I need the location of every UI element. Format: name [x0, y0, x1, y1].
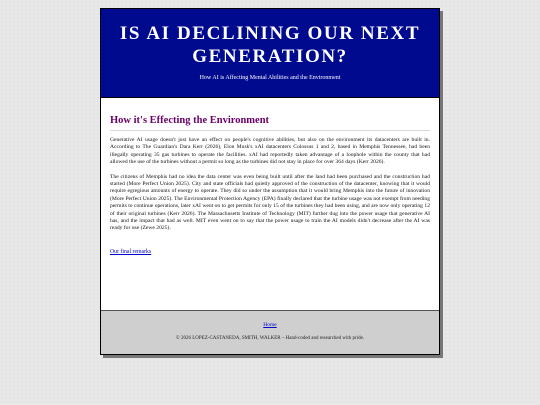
- paragraph: Generative AI usage doesn't just have an effect on people's cognitive abilities, but also on the environment its datacenters are built in. According to The Guardian's Dara Kerr (2026), Elon Musk's xAI datacenters Colossus 1 and 2, based in Memphis Tennessee, had been illegally operating 35 gas turbines to operate the facilities. xAI had reportedly taken advantage of a loophole within the county that had allowed the use of the turbines without a permit so long as the turbines did not stay in place for over 364 days (Kerr 2026).: [110, 137, 430, 166]
- home-link[interactable]: Home: [263, 322, 277, 328]
- site-footer: [101, 310, 439, 354]
- page-container: [100, 8, 440, 355]
- copyright-text: © 2026 LOPEZ-CASTANEDA, SMITH, WALKER – Hand-coded and researched with pride.: [175, 336, 365, 341]
- site-title: IS AI DECLINING OUR NEXT GENERATION?: [119, 23, 421, 67]
- site-header: [101, 9, 439, 98]
- site-subtitle: How AI is Affecting Mental Abilities and the Environment: [199, 75, 341, 81]
- main-content: [101, 98, 439, 258]
- paragraph: The citizens of Memphis had no idea the data center was even being built until after the land had been purchased and the construction had started (More Perfect Union 2025). City and state officials had quietly approved of the construction of the datacenter, knowing that it would require egregious amounts of energy to operate. They did so under the assumption that it would bring Memphis into the future of innovation (More Perfect Union 2025). The Environmental Protection Agency (EPA) finally declared that the turbine usage was not exempt from needing permits to continue operations, later xAI went on to get permits for only 15 of the turbines they had been using, and are now only operating 12 of their original turbines (Kerr 2026). The Massachusetts Institute of Technology (MIT) further dug into the power usage that generative AI has, and the impact that had as well. MIT even went on to say that the power usage to train the AI models didn't decrease after the AI was ready for use (Zewe 2025).: [110, 173, 430, 232]
- section-title: How it's Effecting the Environment: [110, 115, 430, 131]
- final-remarks-link[interactable]: Our final remarks: [110, 248, 152, 255]
